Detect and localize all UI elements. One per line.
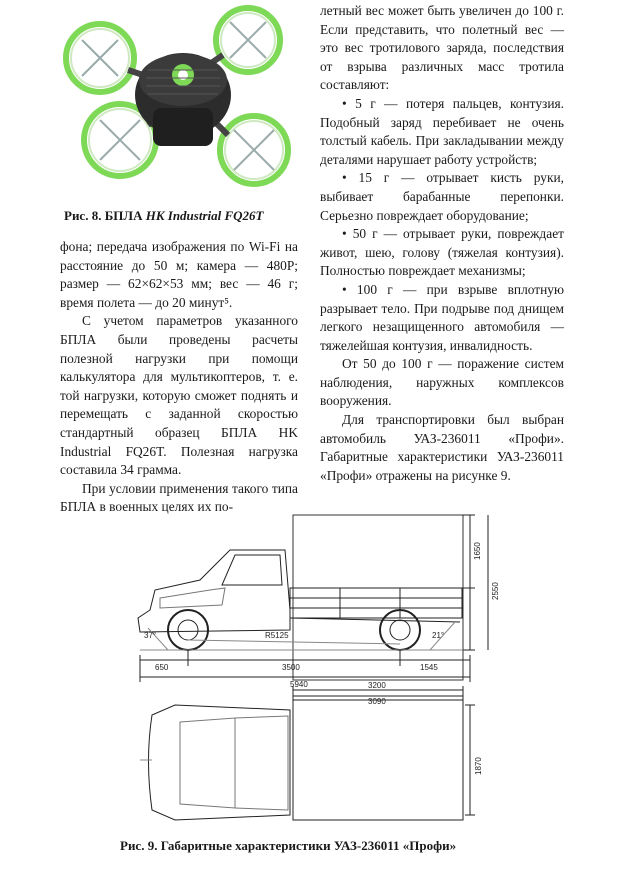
dim-r5125: R5125 [265, 631, 289, 640]
front-wheel [168, 610, 208, 650]
dim-1545: 1545 [420, 663, 438, 672]
dim-1650: 1650 [473, 542, 482, 560]
bullet-15g: • 15 г — отрывает кисть руки, выбивает барабанные перепонки. Серьезно повреждает оборудование; [320, 170, 564, 223]
truck-cab-top [149, 705, 291, 820]
dim-1870: 1870 [474, 757, 483, 775]
left-paragraph-3: При условии применения такого типа БПЛА в военных целях их по- [60, 480, 298, 515]
truck-drawing [0, 510, 620, 830]
bullet-100g: • 100 г — при взрыве вплотную разрывает тело. При подрыве под днищем легкого незащищенного автомобиля — тяжелейшая контузия, инвалидность. [320, 281, 564, 353]
bullet-5g: • 5 г — потеря пальцев, контузия. Подобный заряд перебивает не очень толстый кабель. При закладывании между деталями нарушает работу устройств; [320, 95, 564, 167]
dim-650: 650 [155, 663, 169, 672]
figure-8-caption [64, 208, 264, 224]
angle-21: 21° [432, 631, 445, 640]
dim-5940: 5940 [290, 680, 308, 689]
dim-3090: 3090 [368, 697, 386, 706]
angle-37: 37° [144, 631, 157, 640]
left-paragraph-1: фона; передача изображения по Wi-Fi на расстояние до 50 м; камера — 480P; размер — 62×62×53 мм; вес — 46 г; время полета — до 20 минут⁵. [60, 239, 298, 310]
right-paragraph-1: летный вес может быть увеличен до 100 г. Если представить, что полетный вес — это вес тротилового заряда, последствия от взрыва различных масс тротила составляют: [320, 3, 564, 93]
bullet-50g: • 50 г — отрывает руки, повреждает живот, шею, голову (тяжелая контузия). Полностью повреждает механизмы; [320, 226, 564, 279]
figure-8-caption-prefix: Рис. 8. БПЛА [64, 208, 146, 223]
dim-3500: 3500 [282, 663, 300, 672]
cargo-top-view [293, 700, 463, 820]
figure-8-caption-model: HK Industrial FQ26T [145, 208, 264, 223]
drone-image [58, 0, 298, 200]
right-paragraph-2: От 50 до 100 г — поражение систем наблюдения, наружных комплексов вооружения. [320, 356, 564, 409]
right-paragraph-3: Для транспортировки был выбран автомобиль УАЗ-236011 «Профи». Габаритные характеристики УАЗ-236011 «Профи» отражены на рисунке 9. [320, 412, 564, 483]
cargo-bed [290, 588, 462, 618]
dim-3200: 3200 [368, 681, 386, 690]
dim-2550: 2550 [491, 582, 500, 600]
left-paragraph-2: С учетом параметров указанного БПЛА были проведены расчеты полезной нагрузки при помощи калькулятора для мультикоптеров, т. е. той нагрузки, которую сможет поднять и перемещать с заданной скоростью стандартный образец БПЛА HK Industrial FQ26T. Полезная нагрузка составила 34 грамма. [60, 313, 298, 478]
truck-cab-side [138, 550, 290, 632]
figure-9-caption: Рис. 9. Габаритные характеристики УАЗ-236011 «Профи» [120, 838, 457, 853]
left-column [60, 238, 298, 517]
right-column [320, 2, 564, 485]
